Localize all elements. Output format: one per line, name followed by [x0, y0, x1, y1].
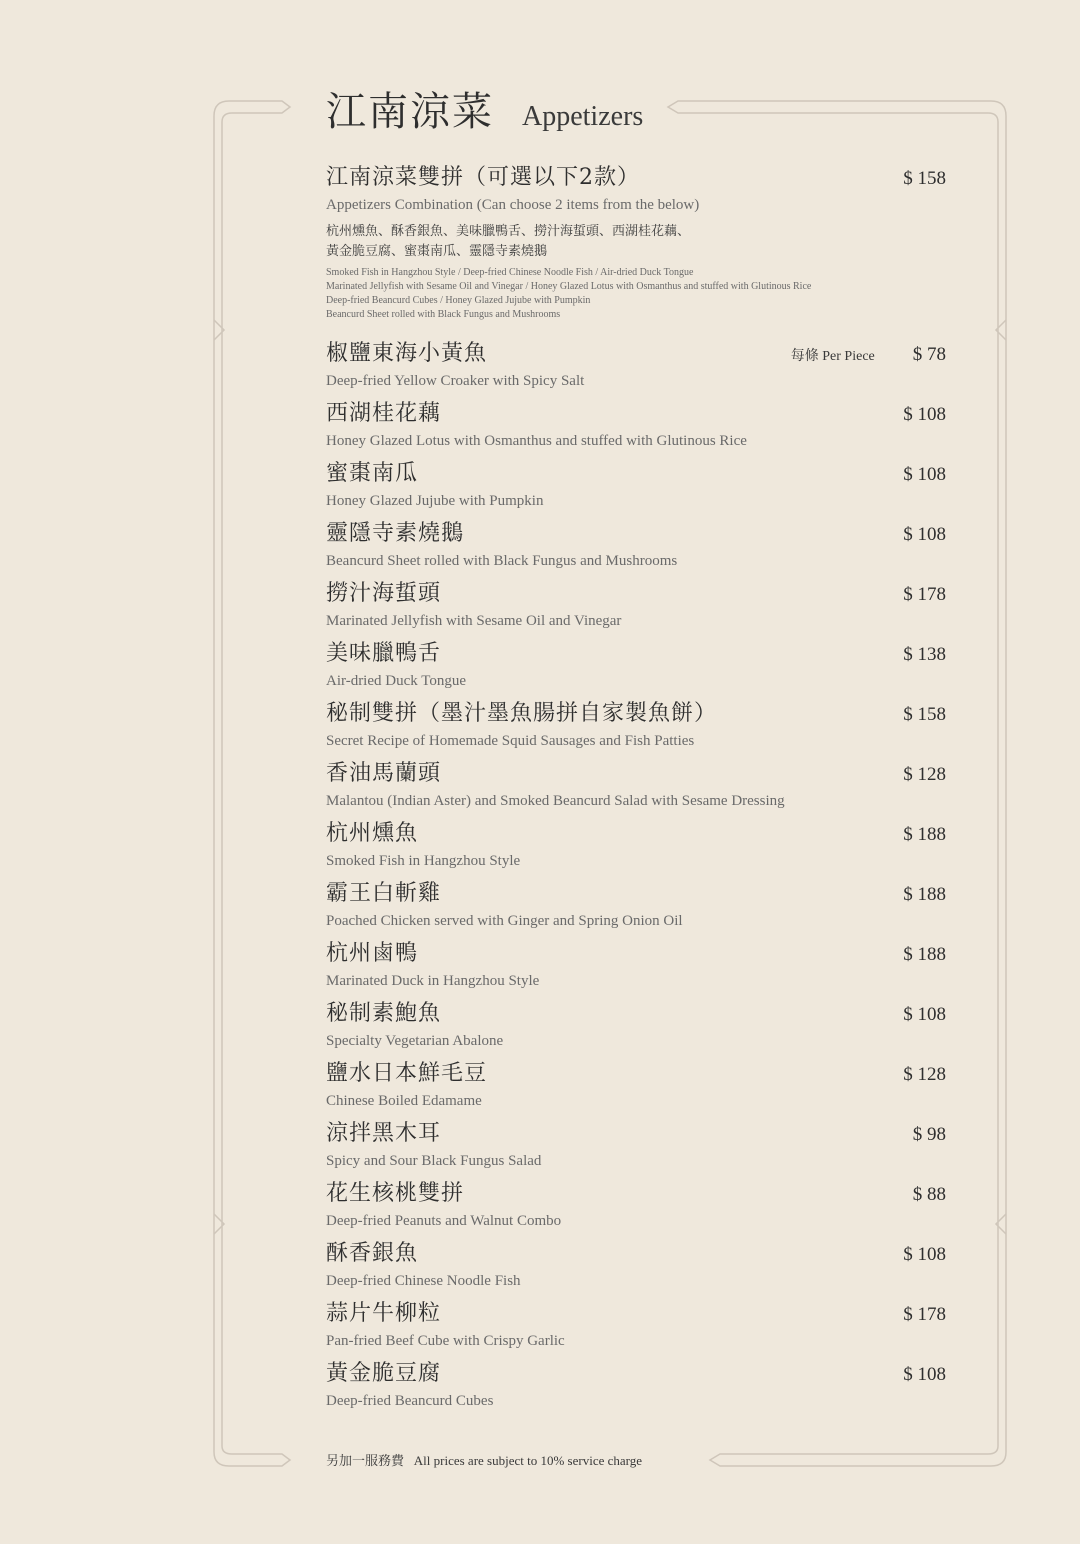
combo-options-en-line: Deep-fried Beancurd Cubes / Honey Glazed Jujube with Pumpkin: [326, 295, 591, 306]
item-price: $ 108: [903, 464, 946, 485]
menu-item: [326, 1056, 946, 1116]
item-price-group: [791, 344, 946, 366]
combo-options-zh-line: 黃金脆豆腐、蜜棗南瓜、靈隱寺素燒鵝: [326, 244, 548, 259]
item-name-zh: 靈隱寺素燒鵝: [326, 521, 465, 546]
item-name-en: Beancurd Sheet rolled with Black Fungus and Mushrooms: [326, 553, 678, 569]
combo-name-en: Appetizers Combination (Can choose 2 items from the below): [326, 197, 700, 213]
service-charge-en: All prices are subject to 10% service charge: [413, 1453, 643, 1468]
item-name-en: Deep-fried Beancurd Cubes: [326, 1393, 494, 1409]
item-name-en: Deep-fried Chinese Noodle Fish: [326, 1273, 521, 1289]
combo-options-en-line: Marinated Jellyfish with Sesame Oil and Vinegar / Honey Glazed Lotus with Osmanthus and stuffed with Glutinous Rice: [326, 281, 812, 292]
item-name-zh: 杭州燻魚: [326, 821, 419, 846]
menu-item: [326, 756, 946, 816]
item-name-zh: 蜜棗南瓜: [326, 461, 419, 486]
item-name-zh: 涼拌黑木耳: [326, 1121, 442, 1146]
combo-options-en-line: Beancurd Sheet rolled with Black Fungus and Mushrooms: [326, 309, 561, 320]
item-name-zh: 黃金脆豆腐: [326, 1361, 442, 1386]
item-price: $ 188: [903, 824, 946, 845]
combo-name-zh: 江南涼菜雙拼（可選以下2款）: [326, 165, 640, 190]
item-unit: 每條 Per Piece: [790, 349, 875, 364]
item-price: $ 128: [903, 764, 946, 785]
page-title: [326, 80, 643, 137]
item-price: $ 108: [903, 1004, 946, 1025]
item-name-zh: 椒鹽東海小黃魚: [326, 341, 488, 366]
item-name-en: Malantou (Indian Aster) and Smoked Beancurd Salad with Sesame Dressing: [326, 793, 785, 809]
item-name-zh: 杭州鹵鴨: [326, 941, 419, 966]
item-name-zh: 美味臘鴨舌: [326, 641, 442, 666]
item-name-zh: 秘制素鮑魚: [326, 1001, 442, 1026]
menu-item: [326, 516, 946, 576]
item-name-en: Marinated Duck in Hangzhou Style: [326, 973, 540, 989]
item-name-zh: 霸王白斬雞: [326, 881, 442, 906]
item-name-zh: 香油馬蘭頭: [326, 761, 442, 786]
combo-options-en: [326, 266, 946, 322]
item-price: $ 78: [912, 344, 946, 365]
item-name-zh: 西湖桂花藕: [326, 401, 442, 426]
item-name-en: Spicy and Sour Black Fungus Salad: [326, 1153, 542, 1169]
item-name-en: Deep-fried Yellow Croaker with Spicy Salt: [326, 373, 585, 389]
menu-item: [326, 936, 946, 996]
menu-item: [326, 1236, 946, 1296]
item-name-zh: 酥香銀魚: [326, 1241, 419, 1266]
item-name-en: Honey Glazed Jujube with Pumpkin: [326, 493, 544, 509]
item-name-en: Chinese Boiled Edamame: [326, 1093, 482, 1109]
menu-item: [326, 636, 946, 696]
combo-options-zh: [326, 222, 946, 262]
item-price: $ 128: [903, 1064, 946, 1085]
menu-item: [326, 1176, 946, 1236]
menu-item: [326, 576, 946, 636]
title-english: Appetizers: [522, 101, 644, 132]
combo-item: [326, 160, 946, 322]
item-price: $ 88: [912, 1184, 946, 1205]
item-name-en: Marinated Jellyfish with Sesame Oil and Vinegar: [326, 613, 622, 629]
item-name-en: Deep-fried Peanuts and Walnut Combo: [326, 1213, 562, 1229]
menu-item: [326, 1356, 946, 1416]
combo-price: $ 158: [903, 168, 946, 189]
combo-options-zh-line: 杭州燻魚、酥香銀魚、美味臘鴨舌、撈汁海蜇頭、西湖桂花藕、: [326, 224, 691, 239]
menu-item: [326, 336, 946, 396]
item-price: $ 108: [903, 404, 946, 425]
item-name-en: Specialty Vegetarian Abalone: [326, 1033, 504, 1049]
menu-item-list: [326, 336, 946, 1416]
menu-item: [326, 696, 946, 756]
item-name-zh: 秘制雙拼（墨汁墨魚腸拼自家製魚餅）: [326, 701, 718, 726]
menu-item: [326, 996, 946, 1056]
item-price: $ 108: [903, 1244, 946, 1265]
service-charge-zh: 另加一服務費: [326, 1453, 405, 1468]
menu-item: [326, 1296, 946, 1356]
item-price: $ 108: [903, 1364, 946, 1385]
title-chinese: 江南涼菜: [326, 89, 494, 135]
menu-item: [326, 1116, 946, 1176]
item-price: $ 188: [903, 884, 946, 905]
item-name-en: Secret Recipe of Homemade Squid Sausages and Fish Patties: [326, 733, 695, 749]
menu-item: [326, 396, 946, 456]
service-charge-note: [326, 1450, 642, 1469]
item-price: $ 158: [903, 704, 946, 725]
item-price: $ 138: [903, 644, 946, 665]
combo-options-en-line: Smoked Fish in Hangzhou Style / Deep-fried Chinese Noodle Fish / Air-dried Duck Tongue: [326, 267, 694, 278]
menu-item: [326, 876, 946, 936]
item-name-en: Honey Glazed Lotus with Osmanthus and stuffed with Glutinous Rice: [326, 433, 747, 449]
item-name-zh: 鹽水日本鮮毛豆: [326, 1061, 488, 1086]
menu-item: [326, 816, 946, 876]
item-price: $ 98: [912, 1124, 946, 1145]
menu-item: [326, 456, 946, 516]
item-name-zh: 撈汁海蜇頭: [326, 581, 442, 606]
item-name-zh: 蒜片牛柳粒: [326, 1301, 442, 1326]
item-price: $ 178: [903, 1304, 946, 1325]
item-name-en: Air-dried Duck Tongue: [326, 673, 467, 689]
item-name-en: Pan-fried Beef Cube with Crispy Garlic: [326, 1333, 565, 1349]
item-name-en: Smoked Fish in Hangzhou Style: [326, 853, 521, 869]
item-price: $ 178: [903, 584, 946, 605]
item-name-en: Poached Chicken served with Ginger and Spring Onion Oil: [326, 913, 683, 929]
item-name-zh: 花生核桃雙拼: [326, 1181, 465, 1206]
item-price: $ 188: [903, 944, 946, 965]
item-price: $ 108: [903, 524, 946, 545]
